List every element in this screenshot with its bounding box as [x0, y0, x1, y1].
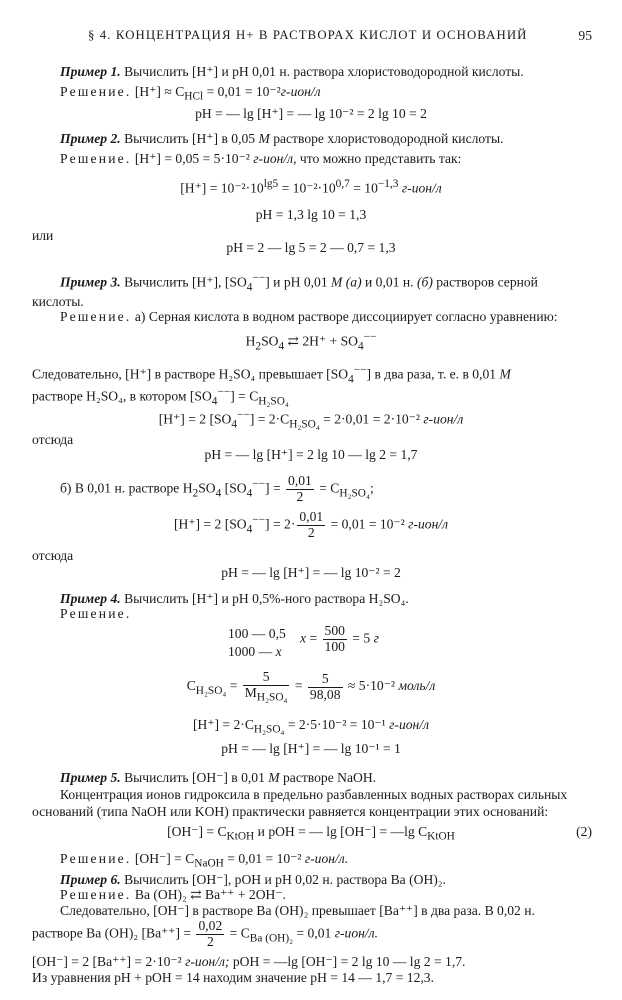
example-6-text-3: [ОН⁻] = 2 [Ва⁺⁺] = 2·10⁻² г-ион/л; рОН = —lg [ОН⁻] = 2 lg 10 — lg 2 = 1,7.: [32, 954, 466, 969]
dissociation-equation-h2so4: $H_2SO_4$ ⇄ $2H^+ + SO_4^{--}$: [245, 331, 377, 353]
example-5-statement: Пример 5. Вычислить [ОН⁻] в 0,01 М растворе NaOH.: [60, 770, 377, 785]
example-6-text-1: Следовательно, [ОН⁻] в растворе Ва (ОН)₂ превышает [Ва⁺⁺] в два раза. В 0,02 н.: [60, 903, 535, 918]
proportion-result: x = $\frac{500}{100}$ = 5 г: [300, 623, 379, 654]
example-2-ph-formula-1: рН = 1,3 lg 10 = 1,3: [255, 207, 367, 222]
example-3-h-formula: [Н⁺] = 2 $[SO_4^{--}] = 2\cdot C_{H_2SO_4} = 2\cdot 0,01 = 2\cdot 10^{-2}$ г-ион/л: [158, 409, 464, 431]
example-3-solution: Решение. а) Серная кислота в водном растворе диссоциирует согласно уравнению:: [60, 309, 558, 324]
proportion-line-1: 100 — 0,5: [228, 626, 286, 641]
example-5-text-2: оснований (типа NaOH или KOH) практически равняется концентрации этих оснований:: [32, 804, 549, 819]
example-6-statement: Пример 6. Вычислить [ОН⁻], рОН и рН 0,02 н. раствора Ва (ОН)₂.: [60, 872, 446, 887]
example-2-solution: Решение. [Н⁺] = 0,05 = 5·10⁻² г-ион/л, что можно представить так:: [60, 151, 462, 166]
fraction: $\frac{5}{M_{H_2SO_4}}$: [244, 669, 288, 704]
text-or: или: [32, 228, 54, 243]
example-3-statement: Пример 3. Вычислить [Н⁺], $[SO_4^{--}]$ и рН 0,01 М (а) и 0,01 н. (б) растворов серной: [60, 272, 538, 294]
fraction: $\frac{5}{98,08}$: [309, 670, 341, 702]
fraction: $\frac{0,02}{2}$: [198, 918, 223, 949]
example-3-text-1: Следовательно, [Н⁺] в растворе H₂SO₄ превышает $[SO_4^{--}]$ в два раза, т. е. в 0,01 М: [32, 364, 511, 386]
example-3b-ph-formula: рН = — lg [Н⁺] = — lg 10⁻² = 2: [221, 565, 401, 580]
example-4-statement: Пример 4. Вычислить [Н⁺] и рН 0,5%-ного раствора H₂SO₄.: [60, 591, 409, 606]
running-header: § 4. КОНЦЕНТРАЦИЯ Н+ В РАСТВОРАХ КИСЛОТ И ОСНОВАНИЙ: [88, 28, 528, 42]
page-number: 95: [578, 28, 592, 43]
example-1-solution: Решение. $[Н^+] \approx C_{HCl} = 0,01 = 10^{-2}г-ион/л$: [60, 84, 321, 103]
example-2-h-formula: $[Н^+] = 10^{-2}\cdot 10^{lg5} = 10^{-2}\cdot 10^{0,7} = 10^{-1,3}$ г-ион/л: [180, 178, 442, 196]
example-2-statement: Пример 2. Вычислить [Н⁺] в 0,05 М растворе хлористоводородной кислоты.: [60, 131, 504, 146]
example-3-statement-cont: кислоты.: [32, 294, 84, 309]
example-3-text-2: растворе H₂SO₄, в котором $[SO_4^{--}] = C_{H_2SO_4}$: [32, 386, 289, 408]
example-6-solution: Решение. Ва (ОН)₂ ⇄ Ва⁺⁺ + 2ОН⁻.: [60, 887, 286, 902]
example-4-solution: Решение.: [60, 606, 132, 621]
example-2-ph-formula-2: рН = 2 — lg 5 = 2 — 0,7 = 1,3: [226, 240, 396, 255]
example-5-solution: Решение. $[ОН^-] = C_{NaOH} = 0,01 = 10^{-2}$ г-ион/л.: [60, 851, 349, 870]
example-4-h-formula: $[Н^+] = 2\cdot C_{H_2SO_4} = 2\cdot 5\cdot 10^{-2} = 10^{-1}$ г-ион/л: [192, 717, 429, 736]
text-hence-1: отсюда: [32, 432, 74, 447]
example-3b-line: б) В 0,01 н. растворе $H_2SO_4$ $[SO_4^{--}]$ = $\frac{0,01}{2}$ = $C_{H_2SO_4}$;: [60, 473, 374, 504]
example-6-text-4: Из уравнения рН + рОН = 14 находим значение рН = 14 — 1,7 = 12,3.: [32, 970, 434, 985]
fraction: $\frac{0,01}{2}$: [288, 473, 312, 504]
example-1-ph-formula: рН = — lg [Н⁺] = — lg 10⁻² = 2 lg 10 = 2: [195, 106, 427, 121]
proportion-line-2: 1000 — x: [228, 644, 282, 659]
equation-2: $[ОН^-] = C_{KtOH}$ и рОН = — lg [ОН⁻] = —lg $C_{KtOH}$: [167, 824, 455, 843]
example-3b-h-formula: [Н⁺] = 2 $[SO_4^{--}] = 2\cdot$ $\frac{0,01}{2}$ = 0,01 = 10⁻² г-ион/л: [173, 509, 449, 540]
text-hence-2: отсюда: [32, 548, 74, 563]
fraction: $\frac{500}{100}$: [324, 623, 345, 654]
example-4-concentration: $C_{H_2SO_4}$ = $\frac{5}{M_{H_2SO_4}}$ = $\frac{5}{98,08}$ ≈ 5·10⁻² моль/л: [186, 669, 436, 704]
example-6-text-2: растворе Ва (ОН)₂ [Ва⁺⁺] = $\frac{0,02}{2}$ = $C_{Ва (ОН)_2} = 0,01$ г-ион/л.: [32, 918, 378, 949]
example-3-ph-formula: рН = — lg [Н⁺] = 2 lg 10 — lg 2 = 1,7: [204, 447, 418, 462]
example-1-statement: Пример 1. Вычислить [Н⁺] и рН 0,01 н. раствора хлористоводородной кислоты.: [60, 64, 524, 79]
equation-number: (2): [576, 824, 592, 839]
example-4-ph-formula: рН = — lg [Н⁺] = — lg 10⁻¹ = 1: [221, 741, 401, 756]
example-5-text-1: Концентрация ионов гидроксила в предельно разбавленных водных растворах сильных: [60, 787, 568, 802]
fraction: $\frac{0,01}{2}$: [299, 509, 324, 540]
